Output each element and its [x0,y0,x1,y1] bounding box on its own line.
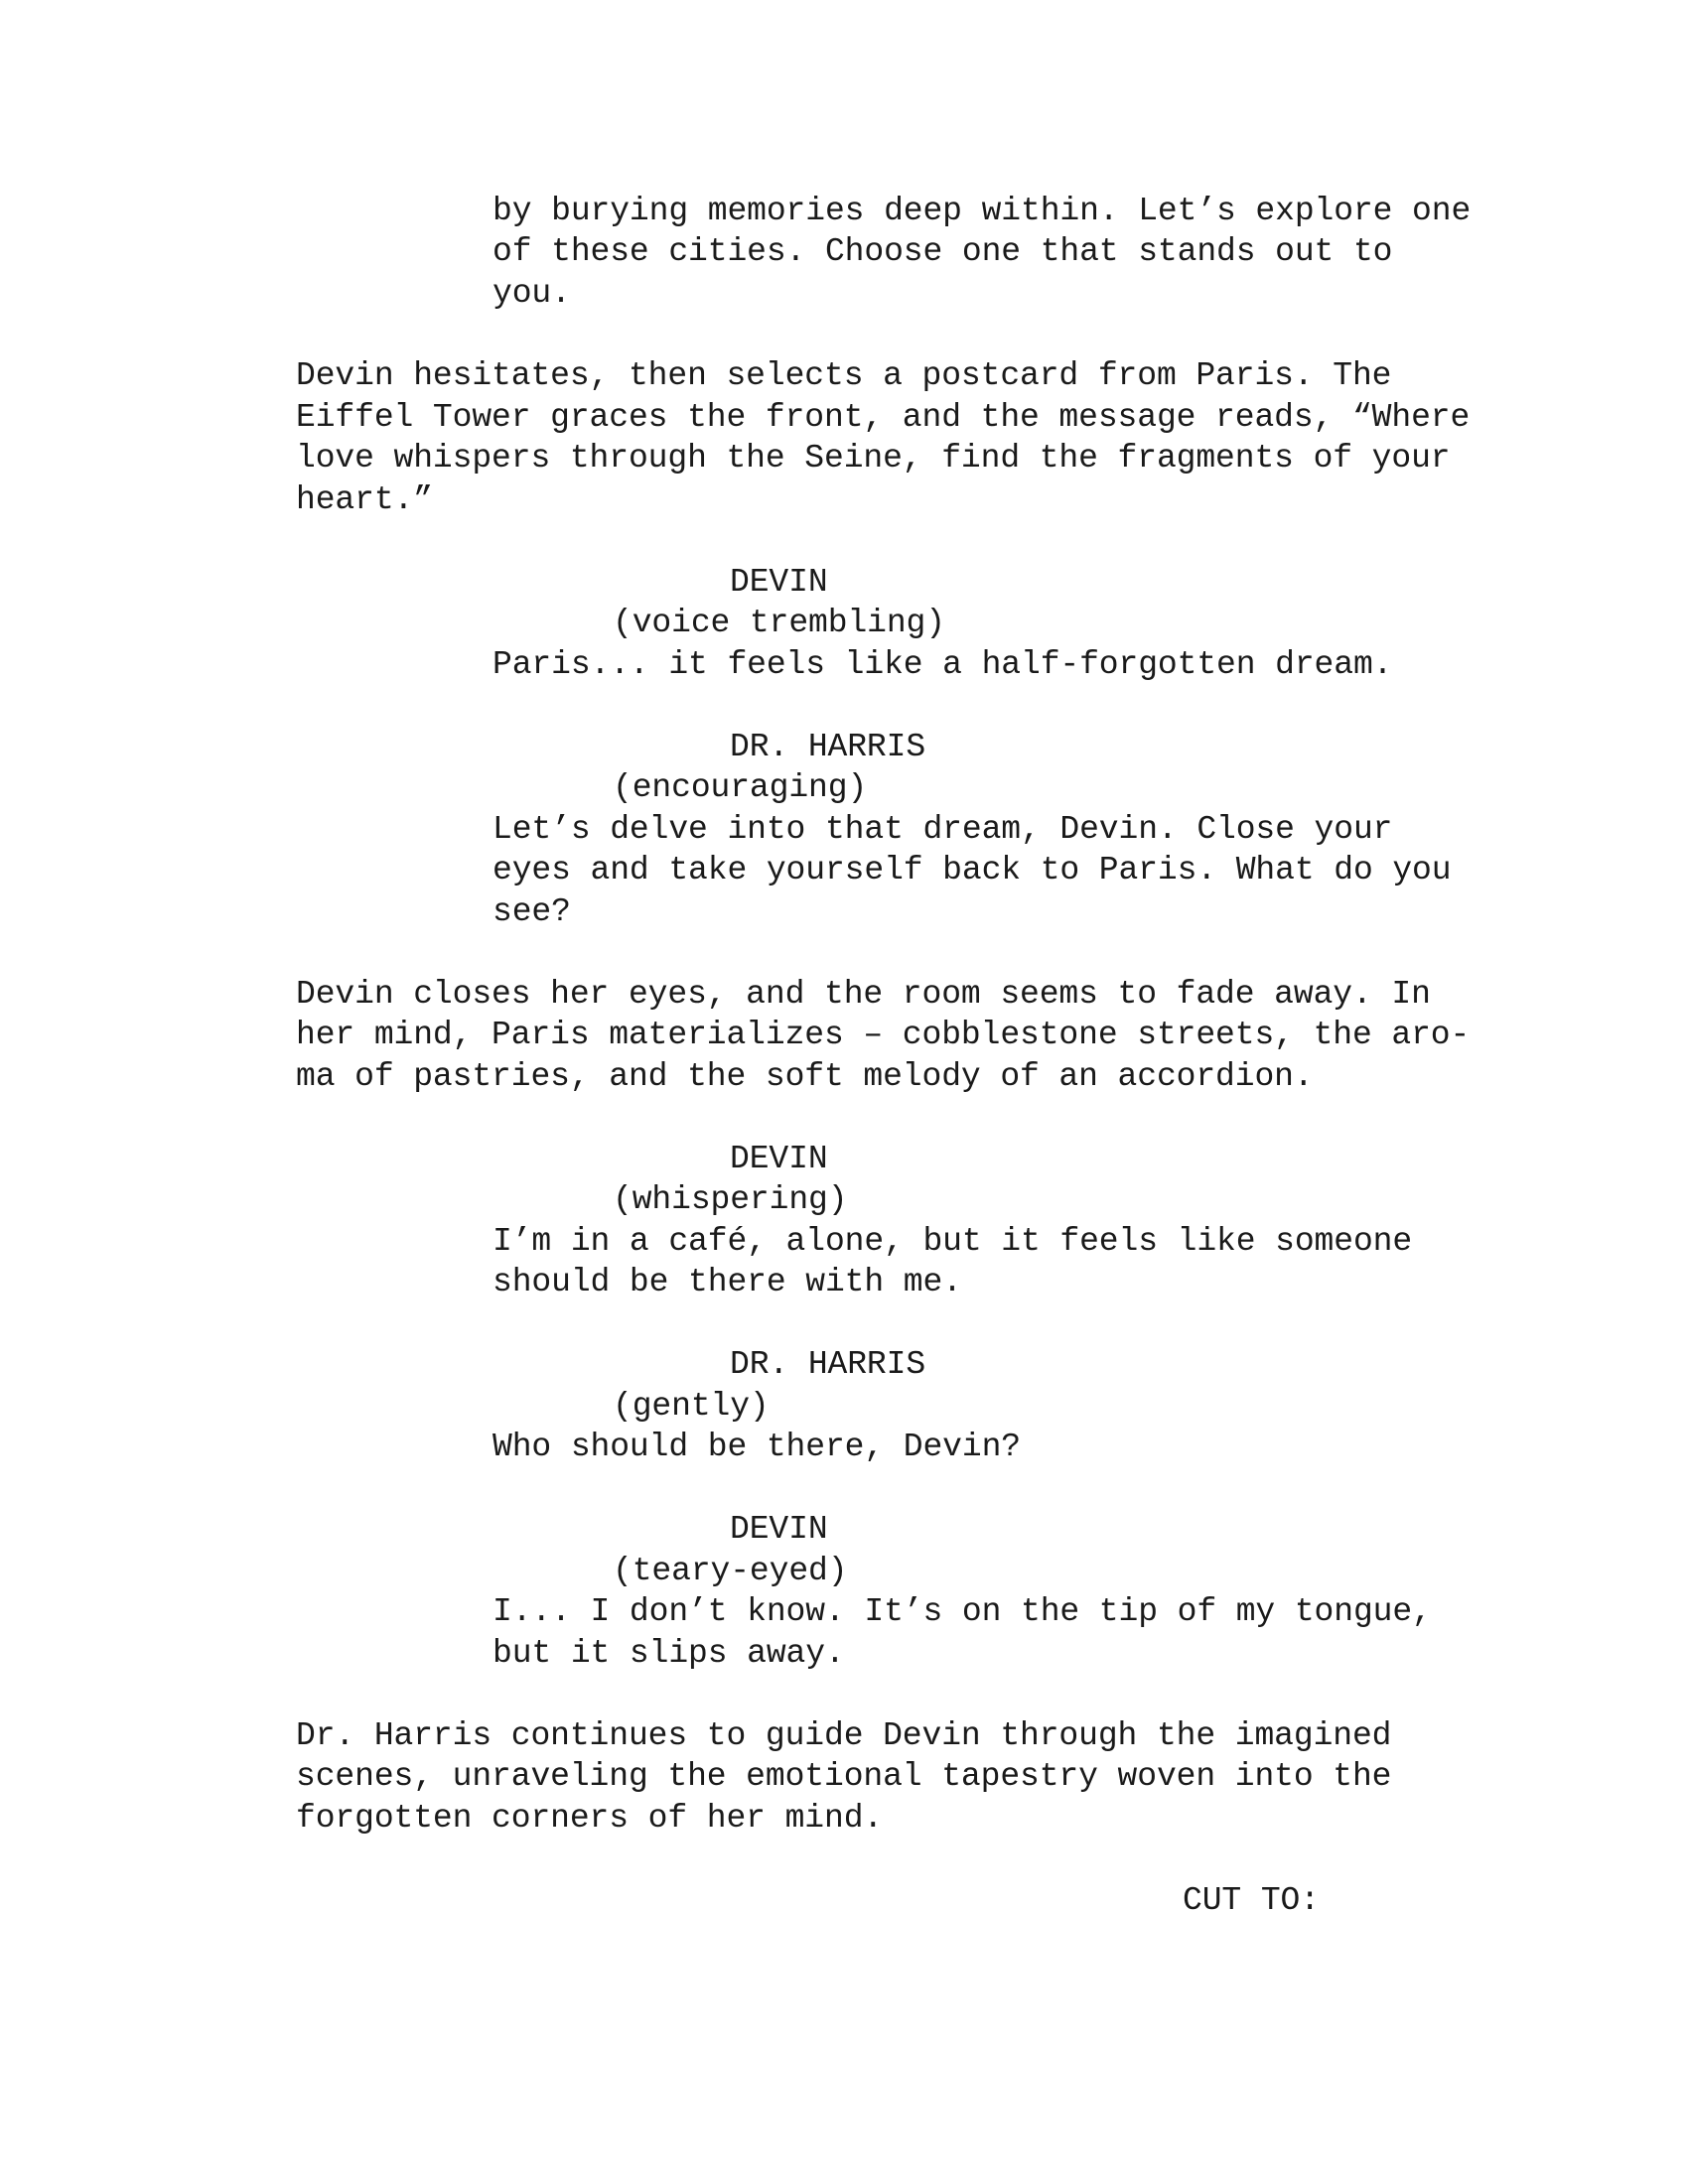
character-name: DEVIN [730,1511,828,1548]
action-line: forgotten corners of her mind. [296,1800,884,1837]
parenthetical: (gently) [613,1388,770,1425]
dialogue-line: eyes and take yourself back to Paris. What do you [492,852,1452,888]
character-name: DEVIN [730,1141,828,1177]
action-line: Dr. Harris continues to guide Devin through the imagined [296,1717,1392,1754]
dialogue-line: but it slips away. [492,1635,845,1672]
dialogue-line: you. [492,275,571,312]
dialogue-line: Let’s delve into that dream, Devin. Close your [492,811,1393,848]
action-line: ma of pastries, and the soft melody of an accordion. [296,1058,1314,1095]
action-line: scenes, unraveling the emotional tapestry woven into the [296,1758,1392,1795]
dialogue-line: of these cities. Choose one that stands out to [492,233,1393,270]
transition: CUT TO: [1183,1882,1320,1919]
parenthetical: (voice trembling) [613,605,945,641]
dialogue-line: Who should be there, Devin? [492,1429,1021,1465]
parenthetical: (teary-eyed) [613,1553,848,1589]
action-line: heart.” [296,481,433,518]
action-line: Devin closes her eyes, and the room seems to fade away. In [296,976,1431,1013]
character-name: DEVIN [730,564,828,601]
dialogue-line: Paris... it feels like a half-forgotten dream. [492,646,1393,683]
parenthetical: (encouraging) [613,769,868,806]
parenthetical: (whispering) [613,1181,848,1218]
dialogue-line: should be there with me. [492,1264,962,1300]
character-name: DR. HARRIS [730,1346,926,1383]
character-name: DR. HARRIS [730,729,926,765]
action-line: Eiffel Tower graces the front, and the message reads, “Where [296,399,1471,436]
dialogue-line: I... I don’t know. It’s on the tip of my tongue, [492,1593,1432,1630]
action-line: her mind, Paris materializes – cobblestone streets, the aro- [296,1017,1471,1053]
dialogue-line: by burying memories deep within. Let’s explore one [492,193,1472,229]
dialogue-line: see? [492,893,571,930]
action-line: love whispers through the Seine, find the fragments of your [296,440,1451,477]
dialogue-line: I’m in a café, alone, but it feels like someone [492,1223,1413,1260]
action-line: Devin hesitates, then selects a postcard from Paris. The [296,357,1392,394]
